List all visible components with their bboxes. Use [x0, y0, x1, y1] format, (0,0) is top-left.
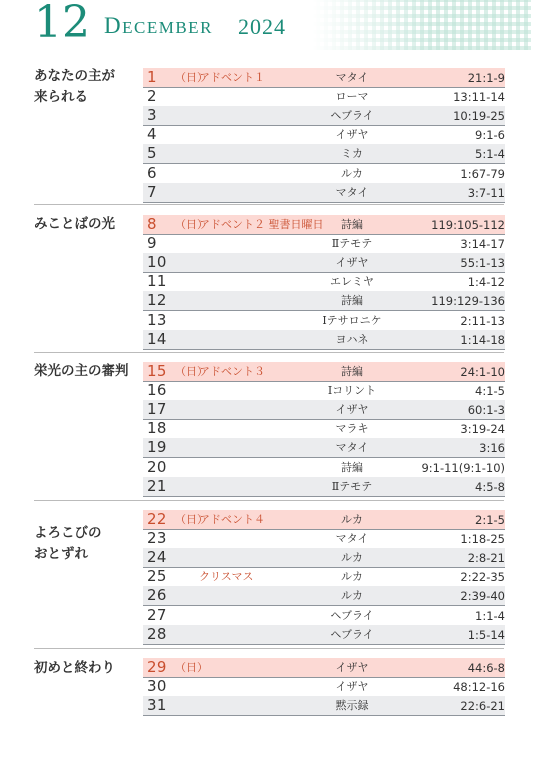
reading-row: [143, 438, 505, 458]
scripture-reference: 10:19-25: [453, 109, 505, 124]
event-label: アドベント４: [199, 513, 265, 526]
day-number: 24: [147, 548, 167, 567]
week-theme-title: みことばの光: [34, 216, 115, 232]
book-name: ヘブライ: [330, 608, 374, 622]
book-name: ローマ: [335, 90, 369, 104]
day-of-week: （日）: [175, 365, 208, 378]
day-number: 12: [147, 291, 167, 310]
week-theme-title: 初めと終わり: [34, 660, 115, 676]
book-name: ルカ: [341, 513, 363, 526]
event-label: クリスマス: [199, 570, 254, 584]
reading-row: [143, 183, 505, 203]
day-number: 23: [147, 529, 167, 548]
reading-row: [143, 362, 505, 382]
reading-row: [143, 400, 505, 420]
reading-row: [143, 125, 505, 145]
reading-row: [143, 548, 505, 568]
scripture-reference: 5:1-4: [475, 147, 505, 162]
event-label: アドベント２ 聖書日曜日: [199, 218, 324, 231]
day-number: 5: [147, 144, 157, 163]
day-number: 27: [147, 605, 167, 624]
scripture-reference: 2:1-5: [475, 513, 505, 527]
day-number: 29: [147, 658, 167, 676]
book-name: ヨハネ: [335, 332, 369, 346]
book-name: イザヤ: [335, 661, 369, 674]
book-name: マタイ: [335, 532, 369, 546]
month-rest: ECEMBER: [122, 18, 213, 37]
week-separator: [34, 352, 504, 353]
reading-row: [143, 68, 505, 88]
week-theme-title: よろこびの おとずれ: [34, 525, 102, 562]
scripture-reference: 1:4-12: [467, 275, 505, 290]
book-name: マタイ: [335, 441, 369, 455]
book-name: Ⅰコリント: [327, 384, 377, 398]
scripture-reference: 21:1-9: [467, 71, 505, 85]
reading-row: [143, 567, 505, 587]
reading-row: [143, 106, 505, 126]
book-name: Ⅰテサロニケ: [322, 313, 382, 327]
scripture-reference: 13:11-14: [453, 90, 505, 105]
reading-row: [143, 311, 505, 331]
reading-row: [143, 677, 505, 697]
scripture-reference: 4:1-5: [475, 384, 505, 399]
day-of-week: （日）: [175, 513, 208, 526]
day-number: 7: [147, 182, 157, 201]
page-header: [12, 0, 531, 50]
book-name: 詩編: [341, 365, 363, 378]
reading-row: [143, 477, 505, 497]
reading-row: [143, 291, 505, 311]
day-number: 10: [147, 253, 167, 272]
week-separator: [34, 648, 504, 649]
book-name: 詩編: [341, 218, 363, 231]
book-name: イザヤ: [335, 403, 369, 417]
week-separator: [34, 204, 504, 205]
day-number: 26: [147, 586, 167, 605]
day-number: 8: [147, 215, 157, 233]
day-number: 22: [147, 510, 167, 528]
reading-row: [143, 234, 505, 254]
scripture-reference: 9:1-11(9:1-10): [421, 460, 505, 475]
reading-row: [143, 215, 505, 235]
scripture-reference: 119:105-112: [431, 218, 505, 232]
reading-row: [143, 253, 505, 273]
book-name: 詩編: [341, 294, 363, 308]
book-name: ヘブライ: [330, 627, 374, 641]
reading-row: [143, 625, 505, 645]
reading-row: [143, 606, 505, 626]
month-name: [104, 9, 213, 45]
month-initial: D: [104, 13, 123, 38]
scripture-reference: 1:5-14: [467, 627, 505, 642]
scripture-reference: 1:67-79: [460, 166, 505, 181]
scripture-reference: 3:7-11: [467, 185, 505, 200]
event-label: アドベント１: [199, 71, 265, 84]
scripture-reference: 2:8-21: [467, 551, 505, 566]
reading-row: [143, 529, 505, 549]
reading-row: [143, 381, 505, 401]
day-number: 13: [147, 310, 167, 329]
scripture-reference: 2:22-35: [460, 570, 505, 585]
day-number: 18: [147, 419, 167, 438]
day-number: 21: [147, 476, 167, 495]
year: 2024: [238, 14, 286, 39]
day-number: 20: [147, 457, 167, 476]
day-number: 15: [147, 362, 167, 380]
book-name: 黙示録: [335, 699, 369, 713]
reading-row: [143, 658, 505, 678]
reading-row: [143, 272, 505, 292]
scripture-reference: 3:14-17: [460, 237, 505, 252]
scripture-reference: 3:16: [479, 441, 505, 456]
day-number: 6: [147, 163, 157, 182]
scripture-reference: 1:1-4: [475, 608, 505, 623]
book-name: Ⅱテモテ: [331, 479, 373, 493]
day-number: 3: [147, 106, 157, 125]
book-name: イザヤ: [335, 128, 369, 142]
scripture-reference: 55:1-13: [460, 256, 505, 271]
day-number: 9: [147, 234, 157, 253]
day-number: 14: [147, 329, 167, 348]
reading-row: [143, 696, 505, 716]
scripture-reference: 9:1-6: [475, 128, 505, 143]
day-of-week: （日）: [175, 218, 208, 231]
scripture-reference: 4:5-8: [475, 479, 505, 494]
book-name: 詩編: [341, 460, 363, 474]
day-number: 16: [147, 381, 167, 400]
scripture-reference: 1:14-18: [460, 332, 505, 347]
scripture-reference: 24:1-10: [460, 365, 505, 379]
reading-row: [143, 144, 505, 164]
scripture-reference: 60:1-3: [467, 403, 505, 418]
day-number: 25: [147, 567, 167, 586]
day-number: 1: [147, 68, 157, 86]
reading-row: [143, 586, 505, 606]
reading-row: [143, 419, 505, 439]
week-theme-title: 栄光の主の審判: [34, 363, 129, 379]
month-number: 12: [34, 0, 90, 48]
day-of-week: （日）: [175, 661, 208, 674]
book-name: マタイ: [335, 185, 369, 199]
reading-row: [143, 164, 505, 184]
day-number: 17: [147, 400, 167, 419]
day-number: 2: [147, 87, 157, 106]
week-theme-title: あなたの主が 来られる: [34, 68, 115, 105]
scripture-reference: 119:129-136: [431, 294, 505, 309]
book-name: マラキ: [335, 422, 369, 436]
scripture-reference: 44:6-8: [467, 661, 505, 675]
scripture-reference: 48:12-16: [453, 680, 505, 695]
book-name: ルカ: [341, 166, 363, 180]
day-number: 4: [147, 125, 157, 144]
scripture-reference: 1:18-25: [460, 532, 505, 547]
book-name: ルカ: [341, 589, 363, 603]
reading-row: [143, 458, 505, 478]
day-number: 11: [147, 272, 167, 291]
event-label: アドベント３: [199, 365, 265, 378]
book-name: ルカ: [341, 551, 363, 565]
book-name: エレミヤ: [330, 275, 374, 289]
book-name: ヘブライ: [330, 109, 374, 123]
day-number: 31: [147, 696, 167, 715]
reading-row: [143, 330, 505, 350]
day-number: 30: [147, 677, 167, 696]
day-number: 28: [147, 624, 167, 643]
scripture-reference: 2:11-13: [460, 313, 505, 328]
scripture-reference: 2:39-40: [460, 589, 505, 604]
book-name: Ⅱテモテ: [331, 237, 373, 251]
book-name: ミカ: [341, 147, 363, 161]
book-name: マタイ: [335, 71, 369, 84]
day-of-week: （日）: [175, 71, 208, 84]
week-separator: [34, 500, 504, 501]
book-name: ルカ: [341, 570, 363, 584]
book-name: イザヤ: [335, 680, 369, 694]
day-number: 19: [147, 438, 167, 457]
scripture-reference: 3:19-24: [460, 422, 505, 437]
scripture-reference: 22:6-21: [460, 699, 505, 714]
reading-row: [143, 510, 505, 530]
book-name: イザヤ: [335, 256, 369, 270]
reading-row: [143, 87, 505, 107]
